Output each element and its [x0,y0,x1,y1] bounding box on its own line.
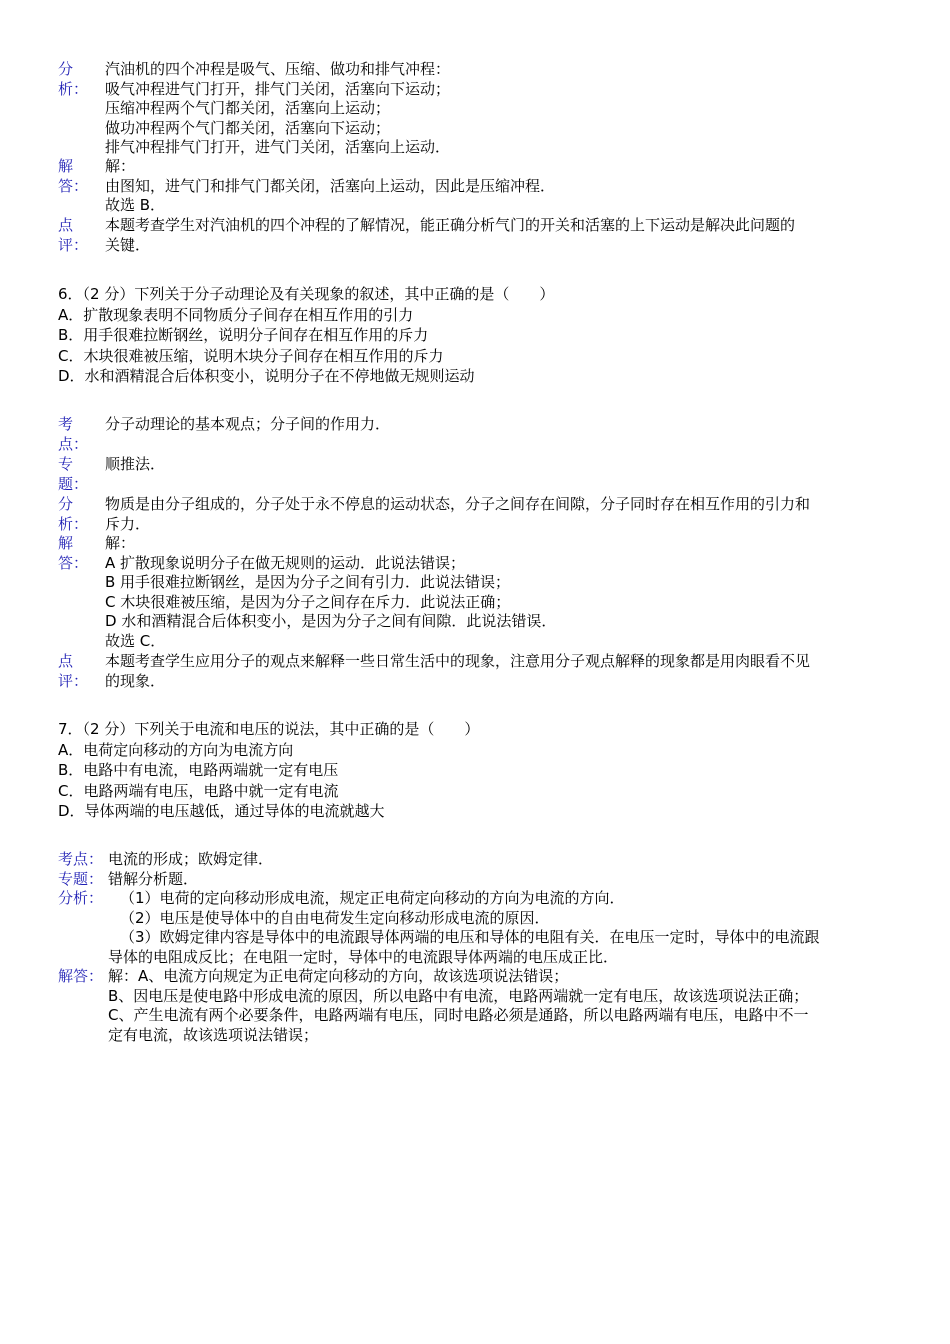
kaodian-label: 考点： [58,850,104,868]
comment-label: 点 评： [58,652,89,690]
q7-solution [58,850,898,1045]
comment-text: 本题考查学生对汽油机的四个冲程的了解情况，能正确分析气门的开关和活塞的上下运动是解决此问题的 关键． [105,216,796,254]
answer-text: 解：A、电流方向规定为正电荷定向移动的方向，故该选项说法错误； B、因电压是使电路中形成电流的原因，所以电路中有电流，电路两端就一定有电压，故该选项说法正确； C、产生电流有两个必要条件，电路两端有电压，同时电路必须是通路，所以电路两端有电压，电路中不一 定有电流，故该选项说法错误； [108,967,809,1044]
option-b: B．用手很难拉断钢丝，说明分子间存在相互作用的斥力 [58,326,429,344]
kaodian-text: 电流的形成；欧姆定律． [108,850,274,868]
question-stem: 6．（2 分）下列关于分子动理论及有关现象的叙述，其中正确的是（ ） [58,285,555,303]
analysis-text: 物质是由分子组成的，分子处于永不停息的运动状态，分子之间存在间隙，分子同时存在相互作用的引力和 斥力． [105,495,811,533]
zhuanti-label: 专 题： [58,455,89,493]
kaodian-text: 分子动理论的基本观点；分子间的作用力． [105,415,391,433]
zhuanti-label: 专题： [58,869,104,888]
option-c: C．木块很难被压缩，说明木块分子间存在相互作用的斥力 [58,346,444,365]
kaodian-label: 考 点： [58,415,89,453]
option-a: A．扩散现象表明不同物质分子间存在相互作用的引力 [58,305,414,324]
answer-label: 解 答： [58,157,89,195]
answer-label: 解答： [58,967,104,985]
analysis-text: 汽油机的四个冲程是吸气、压缩、做功和排气冲程： 吸气冲程进气门打开，排气门关闭，活塞向下运动； 压缩冲程两个气门都关闭，活塞向上运动； 做功冲程两个气门都关闭，活塞向下运动； 排气冲程排气门打开，进气门关闭，活塞向上运动． [105,60,451,156]
analysis-label: 分 析： [58,495,89,533]
q7-answer-section [58,967,898,1045]
option-d: D．导体两端的电压越低，通过导体的电流就越大 [58,802,385,820]
question-6 [58,284,898,387]
q7-kaodian-section [58,850,898,870]
zhuanti-text: 错解分析题． [108,869,199,888]
option-c: C．电路两端有电压，电路中就一定有电流 [58,781,339,800]
q7-analysis-section [58,889,898,967]
q7-zhuanti-section [58,870,898,890]
analysis-label: 分 析： [58,60,89,98]
answer-text: 解： A 扩散现象说明分子在做无规则的运动．此说法错误； B 用手很难拉断钢丝，是因为分子之间有引力．此说法错误； C 木块很难被压缩，是因为分子之间存在斥力．此说法正确； D 水和酒精混合后体积变小，是因为分子之间有间隙．此说法错误． 故选 C． [105,534,557,650]
answer-label: 解 答： [58,534,89,572]
zhuanti-text: 顺推法． [105,455,166,473]
comment-label: 点 评： [58,216,89,254]
analysis-text: （1）电荷的定向移动形成电流，规定正电荷定向移动的方向为电流的方向． （2）电压是使导体中的自由电荷发生定向移动形成电流的原因． （3）欧姆定律内容是导体中的电流跟导体两端的电压和导体的电阻有关．在电压一定时，导体中的电流跟 导体的电阻成反比；在电阻一定时，导体中的电流跟导体两端的电压成正比． [108,889,820,966]
comment-text: 本题考查学生应用分子的观点来解释一些日常生活中的现象，注意用分子观点解释的现象都是用肉眼看不见 的现象． [105,652,811,690]
option-a: A．电荷定向移动的方向为电流方向 [58,740,294,759]
analysis-label: 分析： [58,889,104,907]
question-7 [58,719,898,822]
answer-text: 解： 由图知，进气门和排气门都关闭，活塞向上运动，因此是压缩冲程． 故选 B． [105,157,556,214]
option-b: B．电路中有电流，电路两端就一定有电压 [58,761,339,779]
option-d: D．水和酒精混合后体积变小，说明分子在不停地做无规则运动 [58,367,475,385]
question-stem: 7．（2 分）下列关于电流和电压的说法，其中正确的是（ ） [58,720,480,738]
